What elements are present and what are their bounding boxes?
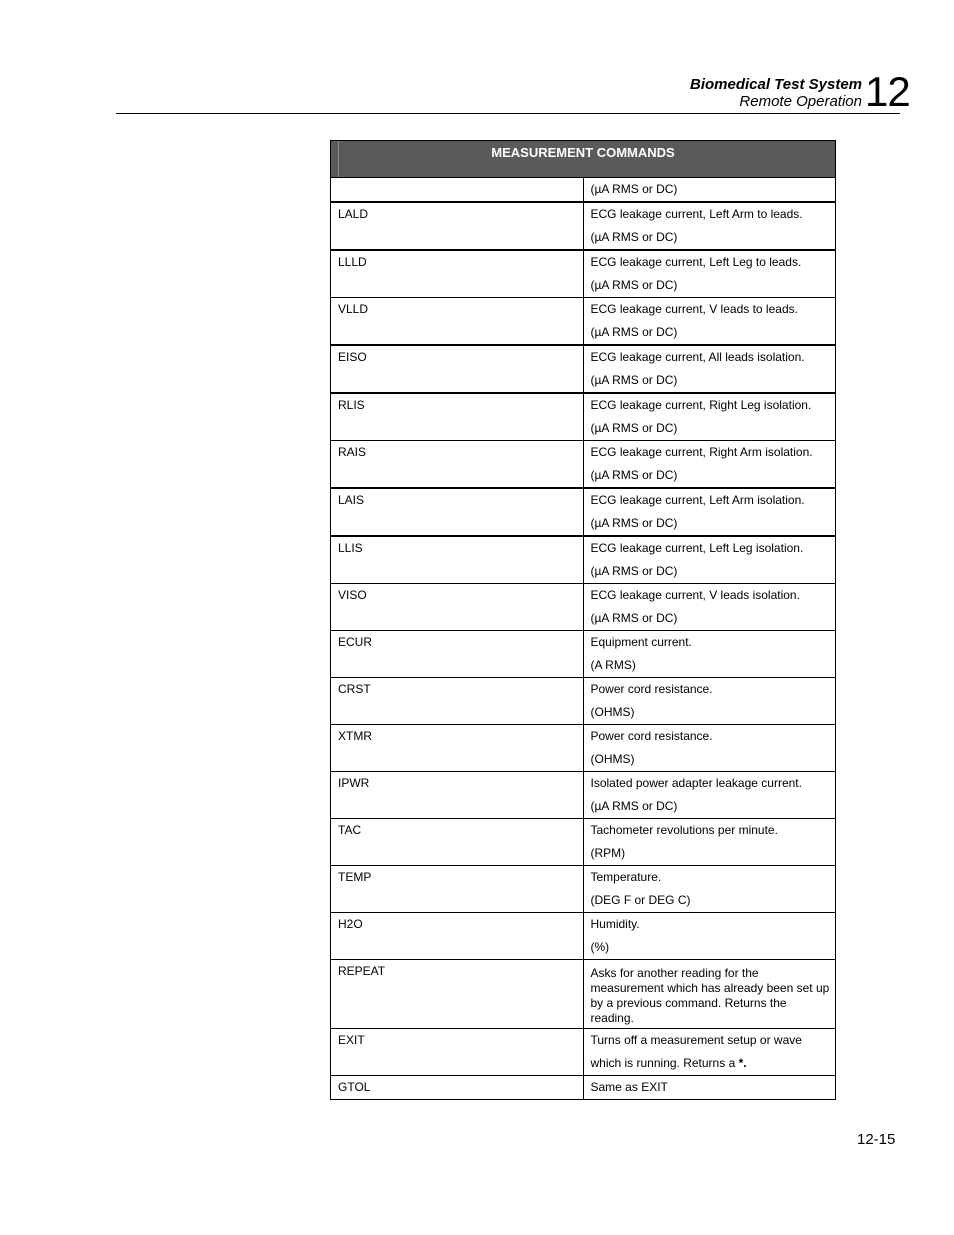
header-title: Biomedical Test System xyxy=(689,76,862,93)
description-text: ECG leakage current, Right Leg isolation. xyxy=(590,398,812,412)
unit-text: (OHMS) xyxy=(590,752,635,766)
description-cell xyxy=(583,772,836,819)
description-text: Humidity. xyxy=(590,917,640,931)
unit-text: (µA RMS or DC) xyxy=(590,468,678,482)
description-text: Isolated power adapter leakage current. xyxy=(590,776,802,790)
table-row xyxy=(331,202,836,250)
unit-text: (µA RMS or DC) xyxy=(590,278,678,292)
table-row xyxy=(331,725,836,772)
description-cell xyxy=(583,1076,836,1100)
command-cell: TAC xyxy=(331,819,584,866)
unit-text: (OHMS) xyxy=(590,705,635,719)
table-header-row xyxy=(331,141,836,178)
description-cell xyxy=(583,913,836,960)
table-row xyxy=(331,819,836,866)
description-cell xyxy=(583,345,836,393)
description-cell xyxy=(583,631,836,678)
description-cell xyxy=(583,819,836,866)
description-cell xyxy=(583,584,836,631)
unit-text: (µA RMS or DC) xyxy=(590,611,678,625)
unit-text: (%) xyxy=(590,940,610,954)
description-text: Equipment current. xyxy=(590,635,692,649)
unit-text: (µA RMS or DC) xyxy=(590,182,678,196)
command-cell: VISO xyxy=(331,584,584,631)
command-cell: TEMP xyxy=(331,866,584,913)
unit-text: (µA RMS or DC) xyxy=(590,230,678,244)
command-cell xyxy=(331,178,584,203)
command-cell: GTOL xyxy=(331,1076,584,1100)
description-cell xyxy=(583,1029,836,1076)
description-text: ECG leakage current, V leads to leads. xyxy=(590,302,798,316)
table-row xyxy=(331,678,836,725)
description-text: ECG leakage current, Left Arm to leads. xyxy=(590,207,803,221)
page-number: 12-15 xyxy=(857,1131,896,1148)
description-cell xyxy=(583,488,836,536)
command-cell: LLLD xyxy=(331,250,584,298)
chapter-number: 12 xyxy=(865,68,910,115)
description-text: Power cord resistance. xyxy=(590,729,713,743)
unit-text: (µA RMS or DC) xyxy=(590,373,678,387)
command-cell: H2O xyxy=(331,913,584,960)
command-cell: RAIS xyxy=(331,441,584,489)
description-cell xyxy=(583,678,836,725)
description-cell xyxy=(583,250,836,298)
description-cell xyxy=(583,393,836,441)
description-text: ECG leakage current, Right Arm isolation. xyxy=(590,445,813,459)
command-cell: XTMR xyxy=(331,725,584,772)
description-cell xyxy=(583,178,836,203)
return-symbol: *. xyxy=(738,1056,747,1070)
description-text: ECG leakage current, All leads isolation. xyxy=(590,350,805,364)
header-subtitle: Remote Operation xyxy=(739,93,862,110)
table-row xyxy=(331,250,836,298)
unit-text: (µA RMS or DC) xyxy=(590,564,678,578)
unit-text: (µA RMS or DC) xyxy=(590,421,678,435)
description-cell xyxy=(583,536,836,584)
unit-text: (µA RMS or DC) xyxy=(590,516,678,530)
description-cell xyxy=(583,866,836,913)
command-cell: LALD xyxy=(331,202,584,250)
table-row xyxy=(331,488,836,536)
command-cell: EISO xyxy=(331,345,584,393)
table-row xyxy=(331,536,836,584)
table-row xyxy=(331,913,836,960)
unit-text: (RPM) xyxy=(590,846,626,860)
description-cell xyxy=(583,725,836,772)
table-row-gtol xyxy=(331,1076,836,1100)
command-cell: EXIT xyxy=(331,1029,584,1076)
description-text: Tachometer revolutions per minute. xyxy=(590,823,778,837)
description-text: ECG leakage current, V leads isolation. xyxy=(590,588,800,602)
description-cell xyxy=(583,202,836,250)
description-text: ECG leakage current, Left Arm isolation. xyxy=(590,493,805,507)
table-row xyxy=(331,584,836,631)
unit-text: (µA RMS or DC) xyxy=(590,325,678,339)
table-heading-text: MEASUREMENT COMMANDS xyxy=(491,145,675,160)
command-cell: IPWR xyxy=(331,772,584,819)
table-row xyxy=(331,393,836,441)
table-body xyxy=(331,178,836,1100)
command-cell: VLLD xyxy=(331,298,584,346)
table-row-repeat xyxy=(331,960,836,1029)
unit-text: (A RMS) xyxy=(590,658,636,672)
measurement-commands-table xyxy=(330,140,836,1100)
command-cell: RLIS xyxy=(331,393,584,441)
table-heading xyxy=(331,141,836,178)
table-row xyxy=(331,772,836,819)
description-text: Power cord resistance. xyxy=(590,682,713,696)
unit-text: (DEG F or DEG C) xyxy=(590,893,691,907)
description-cell xyxy=(583,441,836,489)
description-text: ECG leakage current, Left Leg to leads. xyxy=(590,255,802,269)
table-row xyxy=(331,866,836,913)
command-cell: REPEAT xyxy=(331,960,584,1029)
header-rule xyxy=(116,113,900,114)
description-cell xyxy=(583,960,836,1029)
command-cell: ECUR xyxy=(331,631,584,678)
unit-text: (µA RMS or DC) xyxy=(590,799,678,813)
table-row xyxy=(331,441,836,489)
command-cell: LAIS xyxy=(331,488,584,536)
description-text: Same as EXIT xyxy=(590,1080,668,1094)
table-row xyxy=(331,345,836,393)
command-cell: CRST xyxy=(331,678,584,725)
description-text: ECG leakage current, Left Leg isolation. xyxy=(590,541,804,555)
table-row-exit xyxy=(331,1029,836,1076)
description-text: Temperature. xyxy=(590,870,662,884)
running-header xyxy=(690,76,862,111)
description-text: Turns off a measurement setup or wave which is running. Returns a xyxy=(590,1033,802,1070)
description-text: Asks for another reading for the measurement which has already been set up by a previous command. Returns the reading. xyxy=(590,966,830,1025)
table-row xyxy=(331,298,836,346)
table-row-continuation xyxy=(331,178,836,203)
description-cell xyxy=(583,298,836,346)
command-cell: LLIS xyxy=(331,536,584,584)
table-row xyxy=(331,631,836,678)
measurement-commands-table-wrapper xyxy=(330,140,836,1100)
